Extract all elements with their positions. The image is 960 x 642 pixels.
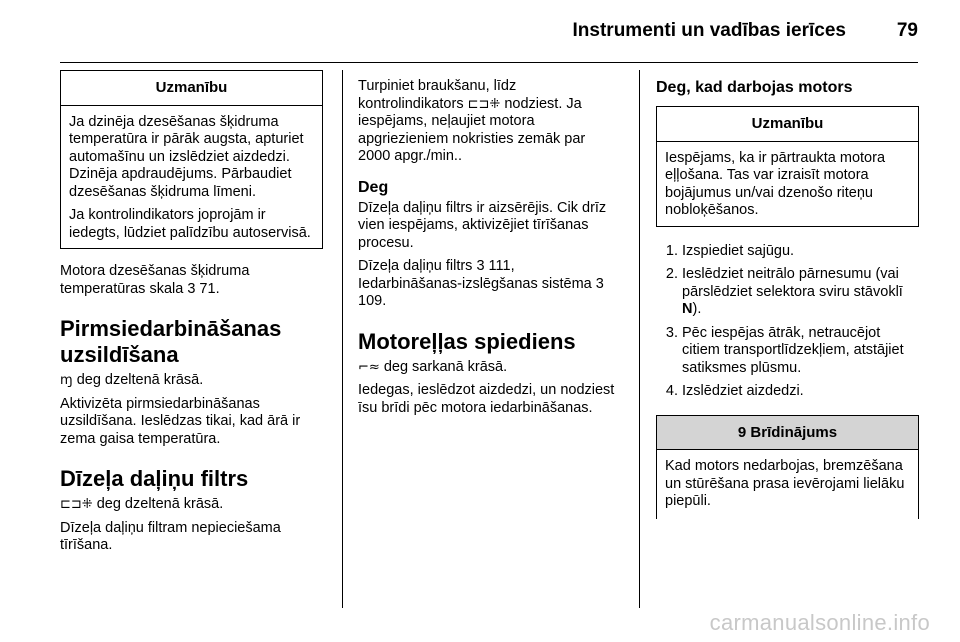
deg-refs: Dīzeļa daļiņu filtrs 3 111, Iedarbināšanas-izslēgšanas sistēma 3 109. [358,258,604,309]
dpf-heading: Dīzeļa daļiņu filtrs [60,466,249,491]
column-2 [358,78,620,423]
oil-body: Iedegas, ieslēdzot aizdedzi, un nodziest īsu brīdi pēc motora iedarbināšanas. [358,382,615,416]
caution-title: Uzmanību [657,107,918,142]
deg-heading: Deg [358,178,389,196]
column-1 [60,70,323,561]
list-item: 3. Pēc iespējas ātrāk, netraucējot citiem transportlīdzekļiem, atstājiet satiksmes plūsmu. [682,325,919,378]
page-title: Instrumenti un vadības ierīces [572,20,846,41]
warning-title: Brīdinājums [750,423,838,441]
warning-triangle-icon: 9 [737,423,747,441]
caution-box-coolant [60,70,323,249]
list-item: 4. Izslēdziet aizdedzi. [682,383,919,401]
warning-header [657,416,918,451]
glow-plug-icon: ɱ [60,373,73,388]
coolant-gauge-text: Motora dzesēšanas šķidruma temperatūras skala 3 71. [60,263,250,297]
diesel-filter-icon: ⊏⊐⁜ [467,96,501,112]
steps-list [656,243,919,401]
preheat-heading: Pirmsiedarbināšanas uzsildīšana [60,316,282,367]
engine-running-heading: Deg, kad darbojas motors [656,79,853,96]
caution-title: Uzmanību [61,71,322,106]
dpf-indicator-line: ⊏⊐⁜ deg dzeltenā krāsā. [60,496,224,512]
warning-box [656,415,919,519]
dpf-body: Dīzeļa daļiņu filtram nepieciešama tīrīšana. [60,519,281,553]
page-header [60,0,918,63]
dpf-continue-text: Turpiniet braukšanu, līdz kontrolindikators ⊏⊐⁜ nodziest. Ja iespējams, neļaujiet motora apgriezieniem nokristies zemāk par 2000 apgr./min.. [358,78,586,164]
oil-can-icon: ⌐≈ [358,359,380,375]
list-item: 2. Ieslēdziet neitrālo pārnesumu (vai pārslēdziet selektora sviru stāvoklī N). [682,266,919,319]
watermark: carmanualsonline.info [709,610,930,635]
caution-text-2: Ja kontrolindikators joprojām ir iedegts, lūdziet palīdzību autoservisā. [69,207,311,241]
oil-pressure-heading: Motoreļļas spiediens [358,328,576,354]
page-number: 79 [896,20,918,41]
column-divider-2 [639,70,640,608]
warning-text: Kad motors nedarbojas, bremzēšana un stūrēšana prasa ievērojami lielāku piepūli. [665,458,905,509]
caution-text: Iespējams, ka ir pārtraukta motora eļļošana. Tas var izraisīt motora bojājumus un/vai dzenošo riteņu nobloķēšanos. [665,149,886,218]
column-divider-1 [342,70,343,608]
list-item: 1. Izspiediet sajūgu. [682,243,919,261]
caution-text-1: Ja dzinēja dzesēšanas šķidruma temperatūra ir pārāk augsta, apturiet automašīnu un izslēdziet aizdedzi. Dzinēja apdraudējums. Pārbaudiet dzesēšanas šķidruma līmeni. [69,113,304,200]
caution-box-oil [656,106,919,227]
page-ref: 3 71. [187,280,220,297]
column-3 [656,78,919,519]
preheat-body: Aktivizēta pirmsiedarbināšanas uzsildīšana. Ieslēdzas tikai, kad ārā ir zema gaisa temperatūra. [60,395,301,447]
oil-indicator-line: ⌐≈ deg sarkanā krāsā. [358,358,508,375]
diesel-filter-icon: ⊏⊐⁜ [60,497,93,512]
deg-body: Dīzeļa daļiņu filtrs ir aizsērējis. Cik drīz vien iespējams, aktivizējiet tīrīšanas procesu. [358,199,607,251]
preheat-indicator-line: ɱ deg dzeltenā krāsā. [60,372,204,388]
